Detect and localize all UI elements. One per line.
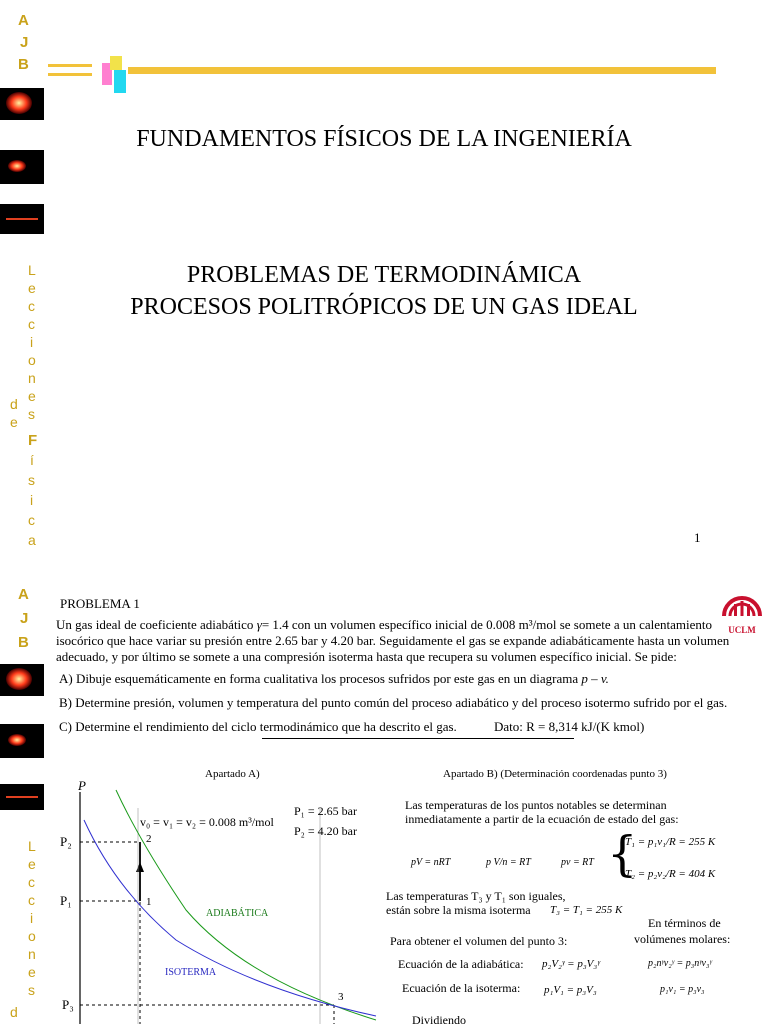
dividing-text: Dividiendo (412, 1013, 466, 1027)
sidebar-letter: s (28, 472, 35, 488)
eq-pv-n: p V/n = RT (486, 857, 531, 868)
isotherm-eq-label: Ecuación de la isoterma: (402, 981, 521, 995)
intro-line-1 (56, 617, 712, 633)
point-3-label: 3 (338, 991, 344, 1003)
molar-text-2: volúmenes molares: (634, 932, 731, 946)
adiabatic-label: ADIABÁTICA (206, 908, 269, 919)
sidebar-thumbnail (0, 88, 44, 120)
sidebar-letter: L (28, 838, 36, 854)
page-title: FUNDAMENTOS FÍSICOS DE LA INGENIERÍA (136, 126, 632, 152)
sidebar-letter: i (30, 492, 34, 508)
logo-block-cyan (114, 70, 126, 93)
apartado-b-heading: Apartado B) (Determinación coordenadas punto 3) (443, 768, 667, 780)
sidebar-letter: A (18, 12, 29, 29)
intro-text-b: = 1.4 con un volumen específico inicial de 0.008 m³/mol se somete a un calentamiento (261, 617, 713, 632)
p1-value: P₁ = 2.65 bar (294, 804, 357, 818)
sidebar-thumbnail (0, 664, 44, 696)
sidebar-letter: o (28, 352, 36, 368)
sidebar-thumbnail (0, 204, 44, 234)
sidebar-letter: e (28, 964, 36, 980)
item-a-pv: p – v. (581, 671, 609, 686)
sidebar-letter: d (10, 1004, 18, 1020)
sidebar-letter: s (28, 982, 35, 998)
brace-icon: { (607, 826, 638, 882)
sidebar-letter: c (28, 874, 35, 890)
sidebar-letter: F (28, 432, 38, 449)
header-rule (128, 67, 716, 74)
sidebar-letter: e (28, 280, 36, 296)
sidebar-letter: s (28, 406, 35, 422)
eq-pv-rt: pv = RT (561, 857, 594, 868)
adiabatic-eq-label: Ecuación de la adiabática: (398, 957, 524, 971)
sidebar-letter: J (20, 610, 29, 627)
sidebar-letter: J (20, 34, 29, 51)
volume-label: v₀ = v₁ = v₂ = 0.008 m³/mol (140, 815, 274, 829)
sidebar-letter: n (28, 946, 36, 962)
sidebar-letter: o (28, 928, 36, 944)
label-p3: P₃ (62, 997, 74, 1012)
sidebar-letter: A (18, 586, 29, 603)
intro-line-3: adecuado, y por último se somete a una compresión isoterma hasta que recupera su volumen específico inicial. Se pide: (56, 649, 677, 664)
sidebar-letter: c (28, 892, 35, 908)
isotherm-molar-eq: p₁v₁ = p₃v₃ (660, 984, 705, 995)
b-text-2: inmediatamente a partir de la ecuación de estado del gas: (405, 812, 679, 826)
sidebar-letter: c (28, 512, 35, 528)
isotherm-eq: p₁V₁ = p₃V₃ (544, 984, 597, 996)
t1-equation: T₁ = p₁v₁/R = 255 K (625, 836, 716, 848)
eq-pv-nrt: pV = nRT (411, 857, 451, 868)
uclm-logo (720, 586, 764, 638)
logo-block-yellow (110, 56, 122, 70)
intro-text-a: Un gas ideal de coeficiente adiabático (56, 617, 257, 632)
item-c: C) Determine el rendimiento del ciclo termodinámico que ha descrito el gas. (59, 719, 457, 734)
sidebar-letter: c (28, 298, 35, 314)
separator-line (262, 738, 574, 739)
problem-heading: PROBLEMA 1 (60, 596, 140, 611)
sidebar-letter: e (28, 388, 36, 404)
axis-label-p: P (78, 778, 86, 793)
t2-equation: T₂ = p₂v₂/R = 404 K (625, 868, 716, 880)
sidebar-thumbnail (0, 784, 44, 810)
sidebar-letter: e (10, 414, 18, 430)
sidebar-thumbnail (0, 724, 44, 758)
sidebar-letter: c (28, 316, 35, 332)
label-p1: P₁ (60, 893, 72, 908)
sidebar-letter: e (28, 856, 36, 872)
isotherm-label: ISOTERMA (165, 967, 217, 978)
same-temp-2: están sobre la misma isoterma (386, 903, 531, 917)
p2-value: P₂ = 4.20 bar (294, 824, 357, 838)
apartado-a-heading: Apartado A) (205, 768, 260, 780)
same-temp-1: Las temperaturas T₃ y T₁ son iguales, (386, 889, 566, 903)
point-2-label: 2 (146, 833, 152, 845)
header-rule-left-2 (48, 73, 92, 76)
item-a (59, 671, 609, 687)
page-number: 1 (694, 530, 701, 545)
adiabatic-molar-eq: p₂nᵞv₂ᵞ = p₃nᵞv₃ᵞ (648, 958, 712, 969)
header-rule-left (48, 64, 92, 67)
isochoric-arrow-icon (136, 862, 144, 872)
volume3-text: Para obtener el volumen del punto 3: (390, 934, 568, 948)
sidebar-thumbnail (0, 150, 44, 184)
sidebar-letter: L (28, 262, 36, 278)
uclm-emblem-icon (720, 586, 764, 620)
uclm-logo-text: UCLM (728, 625, 756, 635)
left-sidebar (0, 0, 48, 1024)
gamma-symbol: γ (256, 617, 262, 632)
item-a-text: A) Dibuje esquemáticamente en forma cualitativa los procesos sufridos por este gas en un diagrama (59, 671, 582, 686)
b-text-1: Las temperaturas de los puntos notables se determinan (405, 798, 667, 812)
sidebar-letter: i (30, 910, 34, 926)
sidebar-letter: i (30, 334, 34, 350)
sidebar-letter: n (28, 370, 36, 386)
sidebar-letter: B (18, 634, 29, 651)
t3-equation: T₃ = T₁ = 255 K (550, 904, 623, 916)
subtitle-1: PROBLEMAS DE TERMODINÁMICA (186, 262, 582, 288)
label-p2: P₂ (60, 834, 72, 849)
point-1-label: 1 (146, 896, 152, 908)
dato: Dato: R = 8,314 kJ/(K kmol) (494, 719, 645, 734)
molar-text-1: En términos de (648, 916, 721, 930)
sidebar-letter: í (30, 452, 34, 468)
sidebar-letter: a (28, 532, 36, 548)
item-b: B) Determine presión, volumen y temperatura del punto común del proceso adiabático y del proceso isotermo sufrido por el gas. (59, 695, 728, 710)
adiabatic-eq: p₂V₂ᵞ = p₃V₃ᵞ (542, 958, 600, 970)
subtitle-2: PROCESOS POLITRÓPICOS DE UN GAS IDEAL (130, 294, 638, 320)
intro-line-2: isocórico que hace variar su presión entre 2.65 bar y 4.20 bar. Seguidamente el gas se expande adiabáticamente hasta un volumen (56, 633, 730, 648)
sidebar-letter: d (10, 396, 18, 412)
sidebar-letter: B (18, 56, 29, 73)
